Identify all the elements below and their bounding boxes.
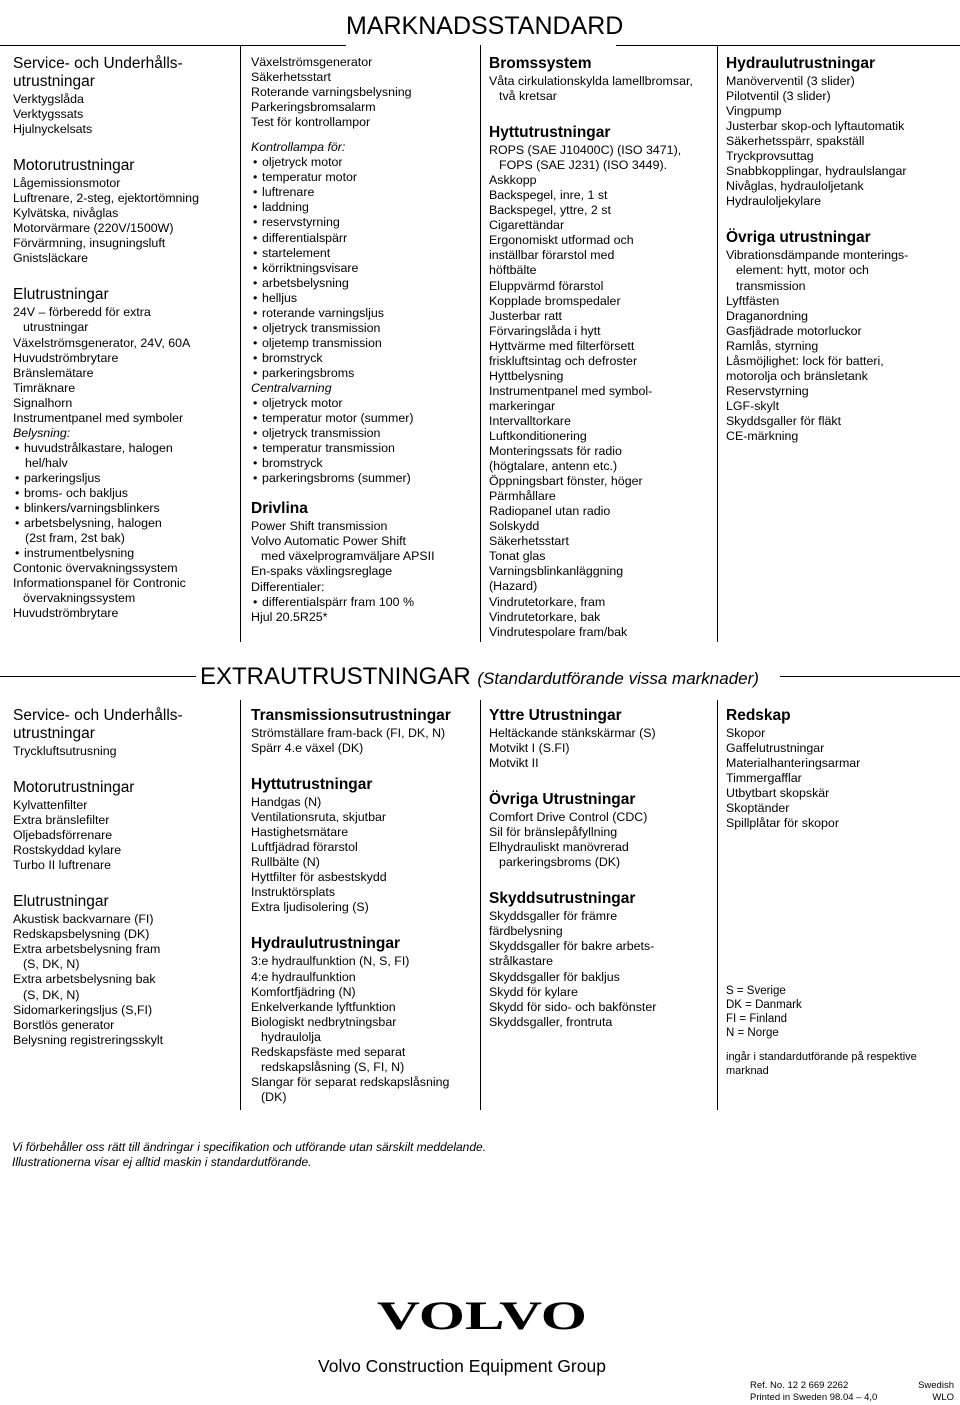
section-title: Skyddsutrustningar [489,890,636,908]
item: Gaffelutrustningar [726,741,825,756]
legend-note-line: marknad [726,1065,769,1077]
reference-info [750,1380,954,1404]
extra-section-service [13,707,239,759]
section-title: Övriga Utrustningar [489,791,636,809]
item: Backspegel, yttre, 2 st [489,203,611,218]
item: Hyttfilter för asbestskydd [251,870,387,885]
item: övervakningssystem [23,591,136,606]
bullet-item: • bromstryck [251,351,477,366]
item: redskapslåsning (S, FI, N) [261,1059,405,1074]
item: Komfortfjädring (N) [251,984,356,999]
bullet-item: • oljetryck motor [251,155,477,170]
item: Heltäckande stänkskärmar (S) [489,726,656,740]
item: friskluftsintag och defroster [489,353,638,368]
item: Justerbar skop-och lyftautomatik [726,119,905,134]
bullet-item: • arbetsbelysning [251,276,477,291]
disclaimer [12,1140,912,1170]
item: 3:e hydraulfunktion (N, S, FI) [251,954,410,969]
extra-section-tools [726,707,958,831]
item: Vingpump [726,104,782,119]
bullet-item: • blinkers/varningsblinkers [13,501,239,516]
item: Biologiskt nedbrytningsbar [251,1014,397,1029]
standard-section-other [726,229,958,444]
item: Hyttbelysning [489,368,564,383]
bullet-item: • instrumentbelysning [13,546,239,561]
item: Elhydrauliskt manövrerad [489,840,629,855]
bullet-item: • parkeringsbroms [251,366,477,381]
item: Säkerhetsspärr, spakställ [726,134,865,149]
item: Gnistsläckare [13,251,89,266]
item: parkeringsbroms (DK) [499,855,621,870]
item: utrustningar [23,320,89,335]
legend-item: DK = Danmark [726,999,802,1011]
item: Reservstyrning [726,383,809,398]
item-subheading: Centralvarning [251,380,332,395]
extra-column-4 [726,707,958,851]
item: element: hytt, motor och [736,263,869,278]
item: Handgas (N) [251,795,322,810]
section-title: Bromssystem [489,55,592,72]
item: Förvaringslåda i hytt [489,323,601,338]
item-subheading: Belysning: [13,425,71,440]
item: Volvo Automatic Power Shift [251,534,406,549]
item: Tonat glas [489,549,546,564]
item: Bränslemätare [13,365,94,380]
standard-section-electrical-cont [251,55,477,486]
item: Spillplåtar för skopor [726,816,839,831]
item: Motvikt I (S.FI) [489,741,570,756]
bullet-item: • oljetryck transmission [251,321,477,336]
item: Extra bränslefilter [13,813,110,828]
item: Verktygssats [13,107,84,122]
bullet-item: • helljus [251,291,477,306]
column-divider-1 [240,45,241,642]
section-title: Yttre Utrustningar [489,707,622,724]
section-title: Redskap [726,707,791,724]
item: Tryckprovsuttag [726,149,814,164]
bullet-item: • temperatur motor [251,170,477,185]
bullet-item: • temperatur transmission [251,441,477,456]
item: markeringar [489,398,556,413]
bullet-item-continued: hel/halv [25,455,68,470]
item: Differentialer: [251,579,325,594]
item: Belysning registreringsskylt [13,1032,164,1047]
item: Draganordning [726,308,808,323]
item: strålkastare [489,954,554,969]
item: Låsmöjlighet: lock för batteri, [726,353,884,368]
bullet-item: • differentialspärr fram 100 % [251,595,477,610]
bullet-item: • körriktningsvisare [251,261,477,276]
bullet-item: • parkeringsljus [13,471,239,486]
item: Öppningsbart fönster, höger [489,474,643,489]
section-title: Transmissionsutrustningar [251,707,451,724]
item: Sil för bränslepåfyllning [489,825,618,840]
item: Hydrauloljekylare [726,194,822,209]
item: höftbälte [489,263,537,278]
bullet-item: • arbetsbelysning, halogen [13,516,239,531]
standard-section-hydraulics [726,55,958,209]
legend-note-line: ingår i standardutförande på respektive [726,1051,917,1063]
extra-section-cab [251,776,477,915]
column-divider-5 [480,700,481,1110]
item: Parkeringsbromsalarm [251,100,376,115]
item: Varningsblinkanläggning [489,564,624,579]
reference-number: Ref. No. 12 2 669 2262 [750,1380,849,1391]
section-title [13,707,239,743]
reference-row [750,1380,954,1392]
top-rule-left [0,45,346,46]
item: Extra arbetsbelysning bak [13,972,156,987]
item: Nivåglas, hydrauloljetank [726,179,864,194]
section-title-line: utrustningar [13,73,95,90]
section-title: Motorutrustningar [13,157,135,175]
item: Hyttvärme med filterförsett [489,338,635,353]
item: motorolja och bränsletank [726,368,868,383]
item: Våta cirkulationskylda lamellbromsar, [489,74,693,88]
legend-item: S = Sverige [726,985,786,997]
volvo-logo [376,1296,588,1334]
item: Instrumentpanel med symboler [13,410,184,425]
disclaimer-line: Vi förbehåller oss rätt till ändringar i specifikation och utförande utan särskilt meddelande. [12,1140,487,1154]
item: CE-märkning [726,428,799,443]
standard-column-2 [251,55,477,645]
item: Rostskyddad kylare [13,843,122,858]
item: Timräknare [13,380,76,395]
column-divider-4 [240,700,241,1110]
extra-heading-subtitle: (Standardutförande vissa marknader) [477,669,759,688]
bullet-item: • reservstyrning [251,215,477,230]
item: Manöverventil (3 slider) [726,74,855,88]
item: Slangar för separat redskapslåsning [251,1074,450,1089]
section-heading-standard: MARKNADSSTANDARD [346,12,624,40]
section-title: Övriga utrustningar [726,229,871,247]
section-title-line: utrustningar [13,725,95,742]
item: Askkopp [489,173,537,188]
item: Ramlås, styrning [726,338,819,353]
bullet-item: • laddning [251,200,477,215]
item-subheading: Kontrollampa för: [251,140,346,155]
extra-section-other [489,791,715,870]
bullet-item: • temperatur motor (summer) [251,411,477,426]
item: Skyddsgaller för fläkt [726,413,842,428]
extra-section-transmission [251,707,477,756]
bullet-item: • huvudstrålkastare, halogen [13,441,239,456]
bullet-item: • startelement [251,246,477,261]
extra-heading-title: EXTRAUTRUSTNINGAR [200,663,471,690]
item: Redskapsfäste med separat [251,1044,406,1059]
item: (högtalare, antenn etc.) [489,459,618,474]
reference-row [750,1392,954,1404]
item: Informationspanel för Contronic [13,576,186,591]
section-title: Motorutrustningar [13,779,135,797]
item: Redskapsbelysning (DK) [13,927,150,942]
column-divider-2 [480,45,481,642]
item: Utbytbart skopskär [726,786,830,801]
item: Rullbälte (N) [251,855,320,870]
standard-column-4 [726,55,958,464]
item: Verktygslåda [13,92,84,106]
item: två kretsar [499,89,557,104]
standard-section-brakes [489,55,715,104]
item: Spärr 4.e växel (DK) [251,741,364,756]
item: ROPS (SAE J10400C) (ISO 3471), [489,143,682,158]
item: Växelströmsgenerator, 24V, 60A [13,335,191,350]
item: (Hazard) [489,579,538,594]
item: (DK) [261,1089,287,1104]
bullet-item: • luftrenare [251,185,477,200]
item: inställbar förarstol med [489,248,615,263]
bullet-item: • parkeringsbroms (summer) [251,471,477,486]
item: Vindrutetorkare, bak [489,609,601,624]
item: Signalhorn [13,395,73,410]
item: Kylvattenfilter [13,798,88,813]
item: Kylvätska, nivåglas [13,206,119,221]
item: (S, DK, N) [23,957,80,972]
item: Gasfjädrade motorluckor [726,323,862,338]
item: Vibrationsdämpande monterings- [726,248,909,263]
item: Vindrutetorkare, fram [489,594,606,609]
item: Timmergafflar [726,771,802,786]
item: Skydd för sido- och bakfönster [489,999,657,1014]
item: hydraulolja [261,1029,321,1044]
bullet-item: • oljetryck motor [251,396,477,411]
item: Tryckluftsutrusning [13,744,117,758]
item: Snabbkopplingar, hydraulslangar [726,164,907,179]
item: Säkerhetsstart [251,70,331,85]
item: Extra arbetsbelysning fram [13,942,161,957]
column-divider-3 [717,45,718,642]
item: Huvudströmbrytare [13,606,119,621]
item: Ventilationsruta, skjutbar [251,810,386,825]
item: LGF-skylt [726,398,780,413]
item: Luftfjädrad förarstol [251,840,358,855]
standard-section-motor [13,157,239,266]
item: Materialhanteringsarmar [726,756,861,771]
extra-column-1 [13,707,239,1068]
country-legend [726,984,956,1040]
extra-section-exterior [489,707,715,771]
section-title-line: Service- och Underhålls- [13,707,183,724]
item: Motvikt II [489,756,539,771]
legend-note [726,1050,956,1078]
reference-printed: Printed in Sweden 98.04 – 4,0 [750,1392,878,1403]
item: En-spaks växlingsreglage [251,564,393,579]
section-title: Hydraulutrustningar [726,55,875,72]
item: Pärmhållare [489,489,556,504]
item: Extra ljudisolering (S) [251,900,369,915]
middle-rule-left [0,676,196,677]
bullet-item: • oljetryck transmission [251,426,477,441]
item: transmission [736,278,806,293]
item: Skyddsgaller för främre [489,909,618,924]
item: Akustisk backvarnare (FI) [13,912,154,927]
item: Skoptänder [726,801,790,816]
item: 4:e hydraulfunktion [251,969,356,984]
item: Huvudströmbrytare [13,350,119,365]
middle-rule-right [780,676,960,677]
section-title: Hyttutrustningar [251,776,373,794]
extra-section-motor [13,779,239,873]
item: Skopor [726,726,766,740]
item: (S, DK, N) [23,987,80,1002]
reference-code: WLO [932,1392,954,1403]
svg-text:VOLVO: VOLVO [377,1296,587,1334]
extra-column-3 [489,707,715,1050]
item: Hastighetsmätare [251,825,349,840]
section-title: Hydraulutrustningar [251,935,400,953]
legend-item: FI = Finland [726,1013,788,1025]
extra-section-electrical [13,893,239,1047]
column-divider-6 [717,700,718,1110]
item: Cigarettändar [489,218,565,233]
bullet-item: • differentialspärr [251,231,477,246]
item: Test för kontrollampor [251,115,371,130]
bullet-item-continued: (2st fram, 2st bak) [25,531,125,546]
item: Lyftfästen [726,293,780,308]
standard-section-cab [489,124,715,640]
item: Skyddsgaller för bakljus [489,969,620,984]
standard-column-1 [13,55,239,641]
top-rule-right [616,45,960,46]
item: Ergonomiskt utformad och [489,233,634,248]
item: Säkerhetsstart [489,534,569,549]
company-name: Volvo Construction Equipment Group [318,1356,606,1376]
item: Luftkonditionering [489,428,587,443]
item: Pilotventil (3 slider) [726,89,831,104]
item: Hjulnyckelsats [13,122,93,137]
item: Kopplade bromspedaler [489,293,621,308]
item: Justerbar ratt [489,308,562,323]
item: Luftrenare, 2-steg, ejektortömning [13,191,199,206]
standard-section-electrical [13,286,239,621]
item: Enkelverkande lyftfunktion [251,999,396,1014]
item: Power Shift transmission [251,519,388,534]
extra-section-protection [489,890,715,1029]
item: Turbo II luftrenare [13,858,112,873]
item: Sidomarkeringsljus (S,FI) [13,1002,153,1017]
item: Comfort Drive Control (CDC) [489,810,648,825]
item: 24V – förberedd för extra [13,305,151,320]
extra-column-2 [251,707,477,1125]
bullet-item: • oljetemp transmission [251,336,477,351]
item: Borstlös generator [13,1017,115,1032]
item: Motorvärmare (220V/1500W) [13,221,174,236]
item: Monteringssats för radio [489,444,622,459]
item: Roterande varningsbelysning [251,85,412,100]
bullet-item: • bromstryck [251,456,477,471]
item: Vindrutespolare fram/bak [489,624,628,639]
item: Skyddsgaller för bakre arbets- [489,939,655,954]
item: Solskydd [489,519,540,534]
reference-language: Swedish [918,1380,954,1391]
item: Backspegel, inre, 1 st [489,188,608,203]
item: Strömställare fram-back (FI, DK, N) [251,726,446,740]
item: med växelprogramväljare APSII [261,549,435,564]
item: Oljebadsförrenare [13,828,113,843]
extra-section-hydraulics [251,935,477,1104]
section-heading-extra [200,658,780,696]
item: Skyddsgaller, frontruta [489,1014,613,1029]
standard-column-3 [489,55,715,660]
item: färdbelysning [489,924,563,939]
section-title: Hyttutrustningar [489,124,611,142]
bullet-item: • roterande varningsljus [251,306,477,321]
section-title-line: Service- och Underhålls- [13,55,183,72]
item: Lågemissionsmotor [13,176,121,191]
legend-item: N = Norge [726,1027,779,1039]
item: Instrumentpanel med symbol- [489,383,653,398]
standard-section-service [13,55,239,137]
item: Intervalltorkare [489,413,571,428]
item: Hjul 20.5R25* [251,609,328,624]
item: Växelströmsgenerator [251,55,373,69]
disclaimer-line: Illustrationerna visar ej alltid maskin i standardutförande. [12,1155,312,1169]
item: Instruktörsplats [251,885,336,900]
item: Eluppvärmd förarstol [489,278,604,293]
section-title: Elutrustningar [13,286,109,304]
section-title: Drivlina [251,500,308,518]
item: Förvärmning, insugningsluft [13,236,166,251]
item: Skydd för kylare [489,984,578,999]
item: Radiopanel utan radio [489,504,611,519]
item: FOPS (SAE J231) (ISO 3449). [499,158,668,173]
item: Contonic övervakningssystem [13,561,178,576]
section-title [13,55,239,91]
section-title: Elutrustningar [13,893,109,911]
standard-section-drivetrain [251,500,477,624]
bullet-item: • broms- och bakljus [13,486,239,501]
